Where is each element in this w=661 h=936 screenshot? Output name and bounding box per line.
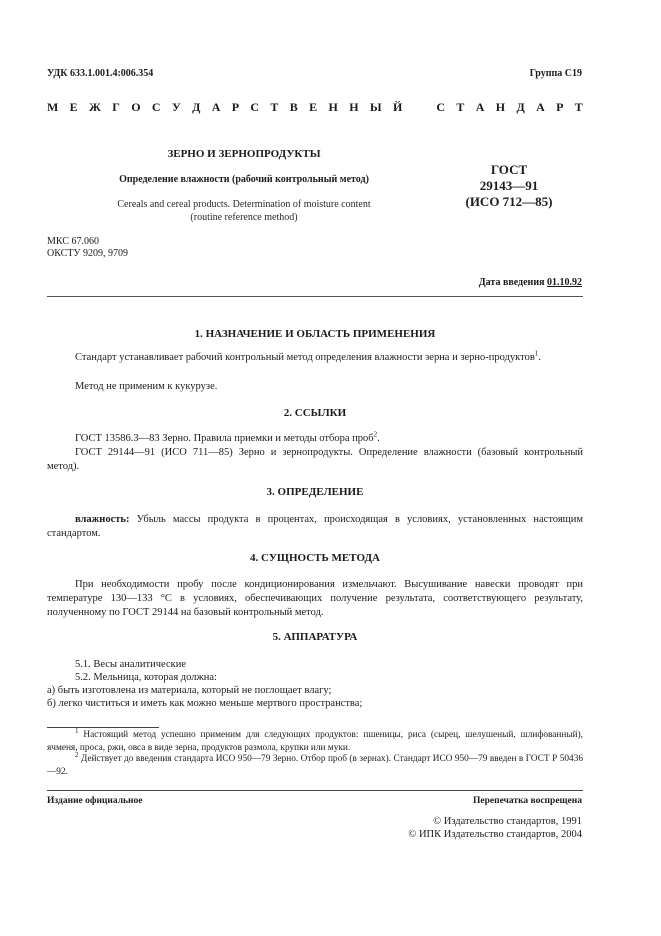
section-1-text-end: . xyxy=(538,352,541,363)
banner-letter: А xyxy=(536,100,545,114)
footnote-2-mark: 2 xyxy=(75,750,79,759)
effective-date-label: Дата введения xyxy=(478,277,545,288)
banner-letter: Е xyxy=(309,100,318,114)
standard-banner xyxy=(47,100,583,115)
banner-letter: Г xyxy=(112,100,120,114)
footnote-1-mark: 1 xyxy=(75,726,79,735)
footnote-2-text: Действует до введения стандарта ИСО 950—79 Зерно. Отбор проб (в зернах). Стандарт ИСО 950—79 введен в ГОСТ Р 50436—92. xyxy=(47,754,583,777)
effective-date xyxy=(479,277,582,288)
document-title: ЗЕРНО И ЗЕРНОПРОДУКТЫ xyxy=(167,148,321,160)
apparatus-item-5-1: 5.1. Весы аналитические xyxy=(75,659,186,670)
banner-letter: Н xyxy=(349,100,359,114)
iso-code: (ИСО 712—85) xyxy=(465,194,553,209)
banner-letter: Ы xyxy=(369,100,382,114)
apparatus-item-a: а) быть изготовлена из материала, который не поглощает влагу; xyxy=(47,685,332,696)
banner-letter: Д xyxy=(516,100,525,114)
banner-letter: Й xyxy=(393,100,403,114)
header-divider xyxy=(47,296,583,297)
section-4-paragraph: При необходимости пробу после кондиционирования измельчают. Высушивание навески проводят при температуре 130—133 °С в условиях, обеспечивающих получение результата, соответствующего результату, полученному по ГОСТ 29144 на базовый контрольный метод. xyxy=(47,579,583,618)
section-4-heading: 4. СУЩНОСТЬ МЕТОДА xyxy=(250,552,380,564)
footer-divider xyxy=(47,790,583,791)
section-3-text: Убыль массы продукта в процентах, происходящая в условиях, установленных настоящим стандартом. xyxy=(47,514,583,539)
section-2-paragraph-2: ГОСТ 29144—91 (ИСО 711—85) Зерно и зернопродукты. Определение влажности (базовый контрольный метод). xyxy=(47,447,583,472)
footnote-divider xyxy=(47,727,159,728)
banner-letter: С xyxy=(250,100,260,114)
english-title-line1: Cereals and cereal products. Determination of moisture content xyxy=(117,199,371,210)
apparatus-item-5-2: 5.2. Мельница, которая должна: xyxy=(75,672,217,683)
copyright-2004: © ИПК Издательство стандартов, 2004 xyxy=(408,829,582,840)
banner-letter: Н xyxy=(328,100,338,114)
footnote-1-text: Настоящий метод успешно применим для следующих продуктов: пшеницы, риса (сырец, шелушеный, шлифованный), ячменя, проса, ржи, овса в виде зерна, продуктов размола, крупки или муки. xyxy=(47,730,584,753)
banner-letter: Т xyxy=(574,100,583,114)
apparatus-item-b: б) легко чиститься и иметь как можно меньше мертвого пространства; xyxy=(47,698,363,709)
banner-letter: В xyxy=(289,100,298,114)
gost-number xyxy=(446,162,572,210)
section-1-paragraph-1 xyxy=(47,351,583,365)
banner-letter: А xyxy=(211,100,221,114)
section-2-paragraph-1 xyxy=(47,432,583,446)
banner-letter: Т xyxy=(456,100,465,114)
section-1-paragraph-2: Метод не применим к кукурузе. xyxy=(75,381,218,392)
english-title xyxy=(47,198,441,224)
footnote-1 xyxy=(47,726,584,755)
banner-letter: Ж xyxy=(89,100,101,114)
okstu-code: ОКСТУ 9209, 9709 xyxy=(47,248,129,259)
banner-letter: С xyxy=(436,100,446,114)
banner-letter: Р xyxy=(231,100,240,114)
banner-letter: М xyxy=(47,100,59,114)
group-code: Группа С19 xyxy=(529,68,582,79)
section-1-text: Стандарт устанавливает рабочий контрольный метод определения влажности зерна и зерно-продуктов xyxy=(75,352,535,363)
banner-letter: Н xyxy=(495,100,506,114)
banner-letter: Д xyxy=(192,100,201,114)
udk-code: УДК 633.1.001.4:006.354 xyxy=(47,68,154,79)
footnote-ref-1: 1 xyxy=(534,349,539,358)
banner-letter: Т xyxy=(270,100,279,114)
gost-label: ГОСТ xyxy=(490,162,528,177)
section-1-heading: 1. НАЗНАЧЕНИЕ И ОБЛАСТЬ ПРИМЕНЕНИЯ xyxy=(194,328,436,340)
gost-code: 29143—91 xyxy=(479,178,539,193)
banner-letter: Р xyxy=(556,100,564,114)
banner-letter: У xyxy=(171,100,181,114)
section-3-paragraph xyxy=(47,513,583,541)
banner-letter: Е xyxy=(69,100,78,114)
section-2-heading: 2. ССЫЛКИ xyxy=(283,407,347,419)
banner-letter: С xyxy=(151,100,161,114)
copyright-1991: © Издательство стандартов, 1991 xyxy=(433,816,582,827)
english-title-line2: (routine reference method) xyxy=(190,212,298,223)
footnote-2 xyxy=(47,750,583,779)
mks-code: МКС 67.060 xyxy=(47,236,99,247)
term-moisture: влажность: xyxy=(75,514,130,525)
section-2-text-end: . xyxy=(377,433,380,444)
classification-codes xyxy=(47,236,128,260)
official-edition: Издание официальное xyxy=(47,796,143,806)
effective-date-value: 01.10.92 xyxy=(547,277,582,288)
banner-letter: А xyxy=(475,100,485,114)
section-5-heading: 5. АППАРАТУРА xyxy=(272,631,358,643)
document-subtitle: Определение влажности (рабочий контрольный метод) xyxy=(119,174,369,185)
section-2-text: ГОСТ 13586.3—83 Зерно. Правила приемки и методы отбора проб xyxy=(75,433,374,444)
footnote-ref-2: 2 xyxy=(373,430,378,439)
section-3-heading: 3. ОПРЕДЕЛЕНИЕ xyxy=(266,486,364,498)
reprint-prohibited: Перепечатка воспрещена xyxy=(472,796,582,806)
banner-letter: О xyxy=(131,100,141,114)
